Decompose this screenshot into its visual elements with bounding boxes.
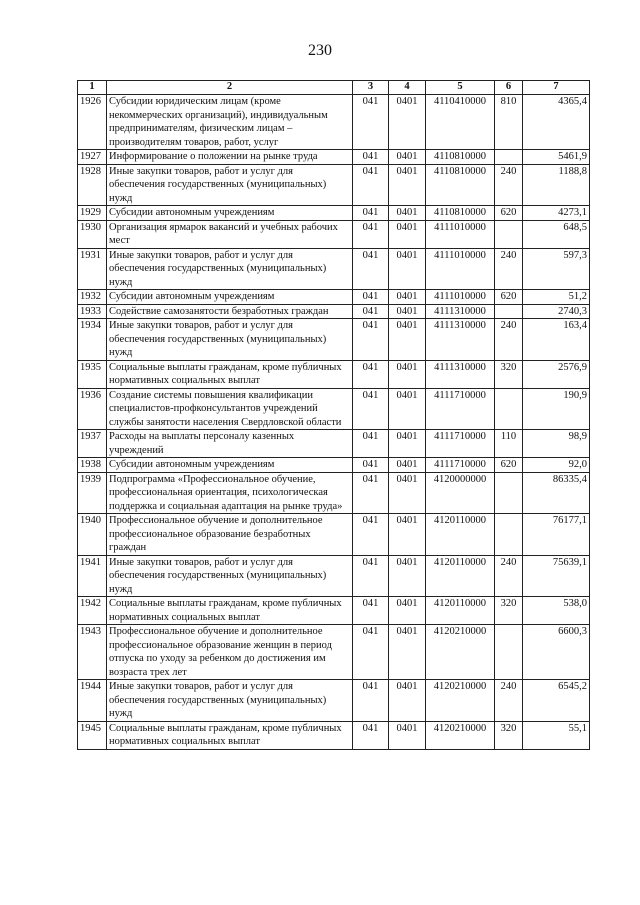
row-number: 1926	[78, 95, 107, 150]
row-ministry-code: 041	[353, 164, 389, 206]
row-expense-type: 320	[495, 721, 523, 749]
row-target-code: 4111010000	[426, 248, 495, 290]
header-col-5: 5	[426, 81, 495, 95]
row-section-code: 0401	[389, 290, 426, 305]
row-expense-type: 620	[495, 290, 523, 305]
row-description: Иные закупки товаров, работ и услуг для обеспечения государственных (муниципальных) нужд	[107, 248, 353, 290]
row-target-code: 4110410000	[426, 95, 495, 150]
budget-table	[77, 80, 590, 750]
row-ministry-code: 041	[353, 388, 389, 430]
row-number: 1927	[78, 150, 107, 165]
header-col-6: 6	[495, 81, 523, 95]
row-expense-type: 240	[495, 680, 523, 722]
row-target-code: 4120000000	[426, 472, 495, 514]
row-description: Расходы на выплаты персоналу казенных учреждений	[107, 430, 353, 458]
row-target-code: 4120110000	[426, 514, 495, 556]
table-row	[78, 319, 590, 361]
row-description: Создание системы повышения квалификации специалистов-профконсультантов учреждений службы занятости населения Свердловской области	[107, 388, 353, 430]
row-amount: 76177,1	[523, 514, 590, 556]
row-description: Субсидии юридическим лицам (кроме некоммерческих организаций), индивидуальным предпринимателям, физическим лицам – производителям товаров, работ, услуг	[107, 95, 353, 150]
row-expense-type: 240	[495, 319, 523, 361]
row-ministry-code: 041	[353, 220, 389, 248]
row-number: 1941	[78, 555, 107, 597]
row-number: 1935	[78, 360, 107, 388]
row-number: 1938	[78, 458, 107, 473]
row-section-code: 0401	[389, 319, 426, 361]
row-target-code: 4111710000	[426, 430, 495, 458]
row-section-code: 0401	[389, 220, 426, 248]
row-amount: 6545,2	[523, 680, 590, 722]
row-description: Иные закупки товаров, работ и услуг для обеспечения государственных (муниципальных) нужд	[107, 555, 353, 597]
row-expense-type: 240	[495, 164, 523, 206]
row-number: 1937	[78, 430, 107, 458]
row-description: Содействие самозанятости безработных граждан	[107, 304, 353, 319]
row-number: 1929	[78, 206, 107, 221]
row-expense-type	[495, 150, 523, 165]
row-ministry-code: 041	[353, 625, 389, 680]
row-amount: 6600,3	[523, 625, 590, 680]
row-amount: 92,0	[523, 458, 590, 473]
table-row	[78, 360, 590, 388]
header-col-1: 1	[78, 81, 107, 95]
row-ministry-code: 041	[353, 319, 389, 361]
row-ministry-code: 041	[353, 555, 389, 597]
header-col-4: 4	[389, 81, 426, 95]
row-section-code: 0401	[389, 597, 426, 625]
row-section-code: 0401	[389, 430, 426, 458]
row-target-code: 4110810000	[426, 164, 495, 206]
row-expense-type	[495, 304, 523, 319]
row-ministry-code: 041	[353, 150, 389, 165]
row-amount: 2576,9	[523, 360, 590, 388]
header-col-2: 2	[107, 81, 353, 95]
row-number: 1928	[78, 164, 107, 206]
table-row	[78, 304, 590, 319]
row-section-code: 0401	[389, 680, 426, 722]
row-amount: 2740,3	[523, 304, 590, 319]
row-expense-type: 240	[495, 555, 523, 597]
row-number: 1942	[78, 597, 107, 625]
row-amount: 4365,4	[523, 95, 590, 150]
row-description: Организация ярмарок вакансий и учебных рабочих мест	[107, 220, 353, 248]
row-ministry-code: 041	[353, 514, 389, 556]
row-amount: 55,1	[523, 721, 590, 749]
row-section-code: 0401	[389, 514, 426, 556]
row-expense-type	[495, 472, 523, 514]
row-section-code: 0401	[389, 555, 426, 597]
table-row	[78, 388, 590, 430]
row-description: Субсидии автономным учреждениям	[107, 206, 353, 221]
table-row	[78, 206, 590, 221]
row-amount: 597,3	[523, 248, 590, 290]
row-number: 1944	[78, 680, 107, 722]
row-amount: 538,0	[523, 597, 590, 625]
row-amount: 4273,1	[523, 206, 590, 221]
row-amount: 1188,8	[523, 164, 590, 206]
table-row	[78, 721, 590, 749]
row-section-code: 0401	[389, 304, 426, 319]
row-number: 1933	[78, 304, 107, 319]
row-section-code: 0401	[389, 248, 426, 290]
row-target-code: 4120210000	[426, 721, 495, 749]
row-number: 1945	[78, 721, 107, 749]
row-number: 1936	[78, 388, 107, 430]
row-description: Подпрограмма «Профессиональное обучение, профессиональная ориентация, психологическая поддержка и социальная адаптация на рынке труда»	[107, 472, 353, 514]
row-description: Социальные выплаты гражданам, кроме публичных нормативных социальных выплат	[107, 360, 353, 388]
row-section-code: 0401	[389, 625, 426, 680]
table-row	[78, 625, 590, 680]
table-row	[78, 95, 590, 150]
row-target-code: 4120210000	[426, 680, 495, 722]
table-header	[78, 81, 590, 95]
row-target-code: 4111310000	[426, 304, 495, 319]
table-body	[78, 95, 590, 750]
row-section-code: 0401	[389, 360, 426, 388]
row-description: Профессиональное обучение и дополнительное профессиональное образование женщин в период отпуска по уходу за ребенком до достижения им возраста трех лет	[107, 625, 353, 680]
row-expense-type: 240	[495, 248, 523, 290]
row-expense-type: 810	[495, 95, 523, 150]
page-number: 230	[308, 42, 332, 59]
row-expense-type	[495, 514, 523, 556]
row-target-code: 4111010000	[426, 220, 495, 248]
row-number: 1931	[78, 248, 107, 290]
row-description: Иные закупки товаров, работ и услуг для обеспечения государственных (муниципальных) нужд	[107, 164, 353, 206]
row-amount: 98,9	[523, 430, 590, 458]
table-row	[78, 220, 590, 248]
row-target-code: 4120110000	[426, 597, 495, 625]
row-expense-type	[495, 625, 523, 680]
row-target-code: 4111310000	[426, 319, 495, 361]
table-row	[78, 290, 590, 305]
row-ministry-code: 041	[353, 95, 389, 150]
row-number: 1940	[78, 514, 107, 556]
row-amount: 648,5	[523, 220, 590, 248]
header-col-7: 7	[523, 81, 590, 95]
row-target-code: 4111010000	[426, 290, 495, 305]
row-expense-type: 620	[495, 458, 523, 473]
row-description: Субсидии автономным учреждениям	[107, 290, 353, 305]
row-section-code: 0401	[389, 388, 426, 430]
table-row	[78, 680, 590, 722]
row-ministry-code: 041	[353, 458, 389, 473]
table-row	[78, 555, 590, 597]
row-expense-type: 320	[495, 360, 523, 388]
row-number: 1930	[78, 220, 107, 248]
header-col-3: 3	[353, 81, 389, 95]
table-row	[78, 164, 590, 206]
table-row	[78, 458, 590, 473]
table-row	[78, 248, 590, 290]
row-section-code: 0401	[389, 458, 426, 473]
row-amount: 163,4	[523, 319, 590, 361]
row-target-code: 4110810000	[426, 150, 495, 165]
row-ministry-code: 041	[353, 472, 389, 514]
row-target-code: 4111310000	[426, 360, 495, 388]
row-description: Информирование о положении на рынке труда	[107, 150, 353, 165]
row-ministry-code: 041	[353, 680, 389, 722]
row-number: 1939	[78, 472, 107, 514]
row-target-code: 4111710000	[426, 458, 495, 473]
row-amount: 51,2	[523, 290, 590, 305]
row-section-code: 0401	[389, 164, 426, 206]
row-description: Профессиональное обучение и дополнительное профессиональное образование безработных граждан	[107, 514, 353, 556]
row-number: 1932	[78, 290, 107, 305]
row-ministry-code: 041	[353, 304, 389, 319]
row-target-code: 4120210000	[426, 625, 495, 680]
row-number: 1943	[78, 625, 107, 680]
table-row	[78, 472, 590, 514]
row-ministry-code: 041	[353, 206, 389, 221]
row-description: Субсидии автономным учреждениям	[107, 458, 353, 473]
row-ministry-code: 041	[353, 360, 389, 388]
row-amount: 86335,4	[523, 472, 590, 514]
row-section-code: 0401	[389, 150, 426, 165]
row-target-code: 4110810000	[426, 206, 495, 221]
row-ministry-code: 041	[353, 430, 389, 458]
row-expense-type	[495, 220, 523, 248]
table-row	[78, 597, 590, 625]
table-row	[78, 430, 590, 458]
row-section-code: 0401	[389, 95, 426, 150]
row-expense-type: 320	[495, 597, 523, 625]
row-description: Социальные выплаты гражданам, кроме публичных нормативных социальных выплат	[107, 597, 353, 625]
table-row	[78, 514, 590, 556]
row-description: Иные закупки товаров, работ и услуг для обеспечения государственных (муниципальных) нужд	[107, 319, 353, 361]
row-target-code: 4120110000	[426, 555, 495, 597]
row-section-code: 0401	[389, 206, 426, 221]
row-expense-type	[495, 388, 523, 430]
row-ministry-code: 041	[353, 721, 389, 749]
row-ministry-code: 041	[353, 290, 389, 305]
row-description: Иные закупки товаров, работ и услуг для обеспечения государственных (муниципальных) нужд	[107, 680, 353, 722]
row-amount: 5461,9	[523, 150, 590, 165]
table-row	[78, 150, 590, 165]
row-description: Социальные выплаты гражданам, кроме публичных нормативных социальных выплат	[107, 721, 353, 749]
row-number: 1934	[78, 319, 107, 361]
row-amount: 190,9	[523, 388, 590, 430]
header-row	[78, 81, 590, 95]
row-section-code: 0401	[389, 472, 426, 514]
row-ministry-code: 041	[353, 248, 389, 290]
row-section-code: 0401	[389, 721, 426, 749]
row-amount: 75639,1	[523, 555, 590, 597]
row-expense-type: 620	[495, 206, 523, 221]
row-target-code: 4111710000	[426, 388, 495, 430]
row-ministry-code: 041	[353, 597, 389, 625]
row-expense-type: 110	[495, 430, 523, 458]
